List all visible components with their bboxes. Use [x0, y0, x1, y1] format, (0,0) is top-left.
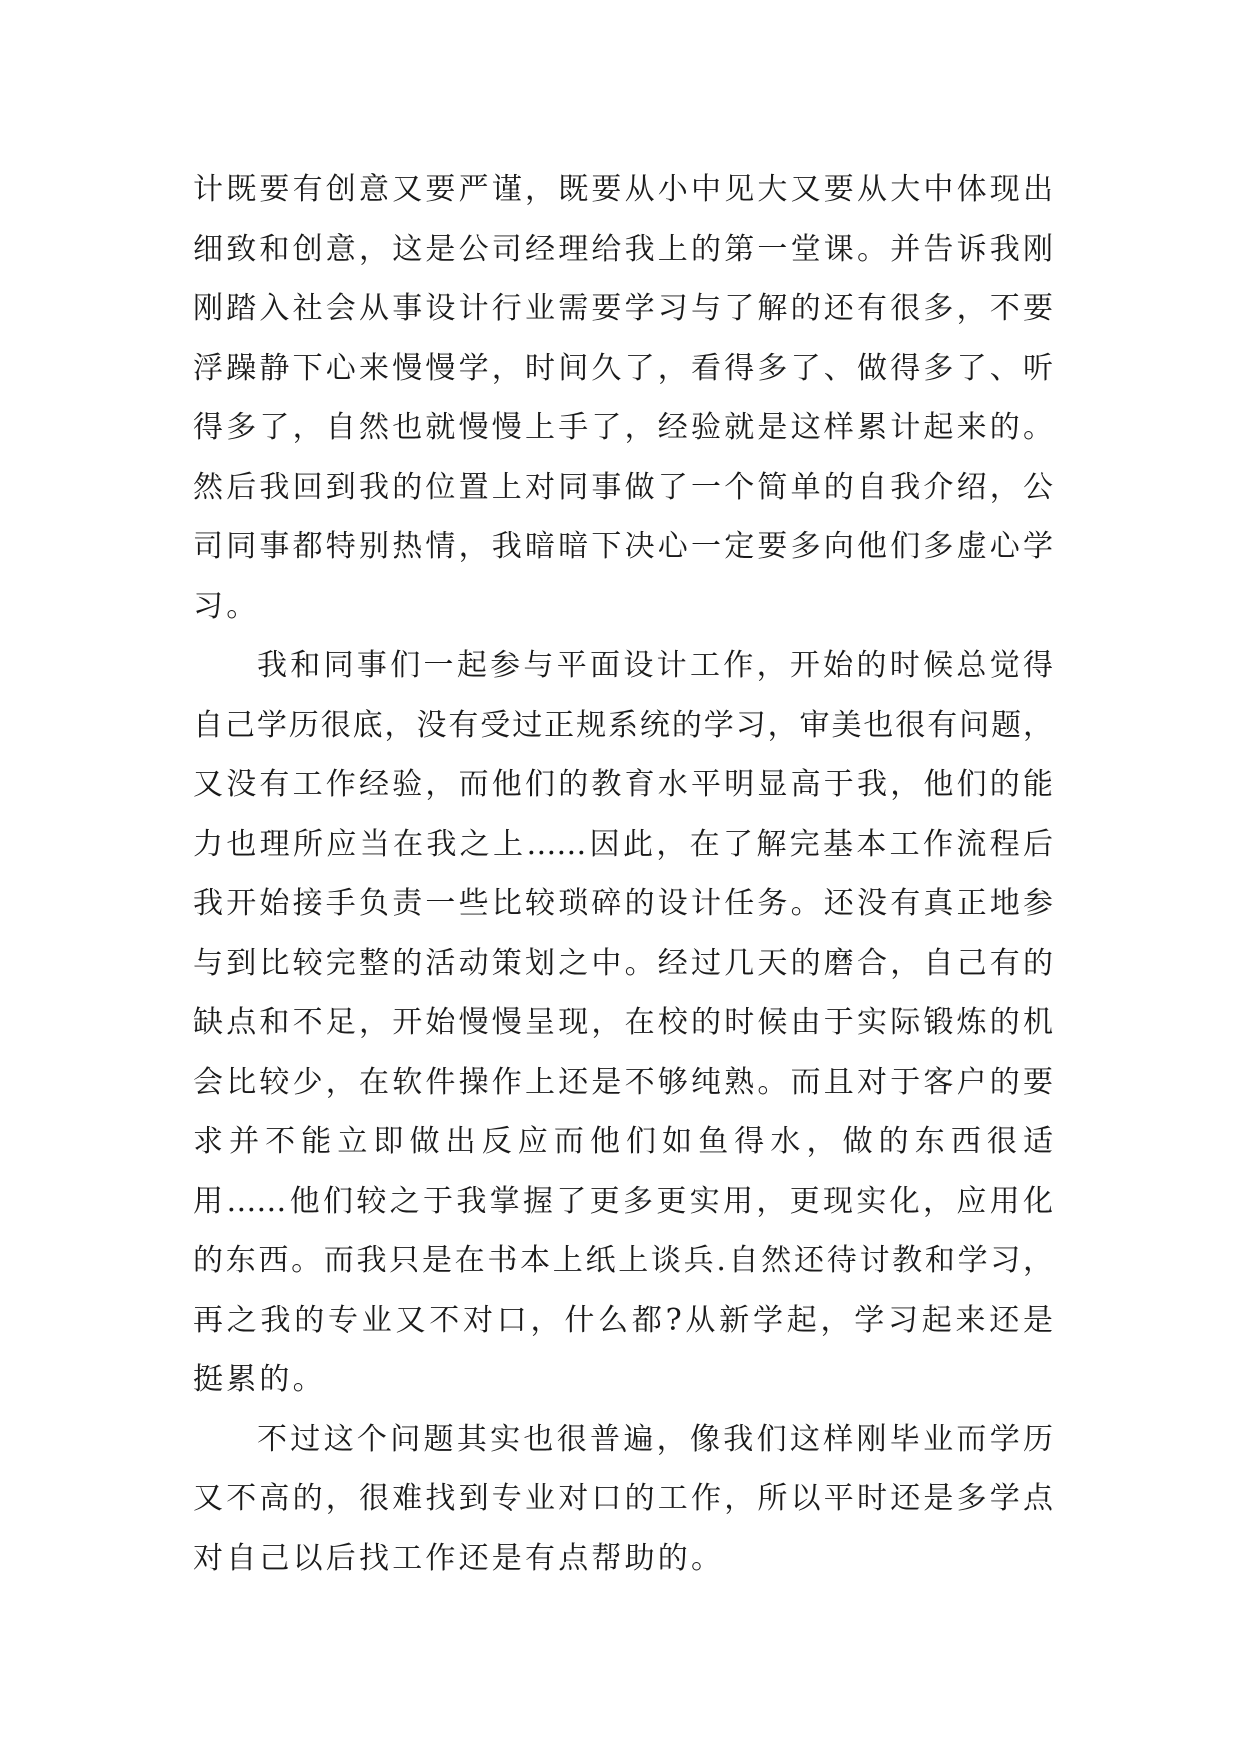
text-line: 我开始接手负责一些比较琐碎的设计任务。还没有真正地参	[193, 886, 1053, 921]
text-line: 我和同事们一起参与平面设计工作，开始的时候总觉得	[257, 648, 1053, 683]
text-line: 刚踏入社会从事设计行业需要学习与了解的还有很多，不要	[193, 291, 1053, 326]
text-line: 再之我的专业又不对口，什么都?从新学起，学习起来还是	[193, 1302, 1053, 1338]
document-body	[193, 160, 1053, 1588]
text-line: 求并不能立即做出反应而他们如鱼得水，做的东西很适	[193, 1124, 1053, 1159]
paragraph-2	[193, 636, 1053, 1410]
text-line: 又没有工作经验，而他们的教育水平明显高于我，他们的能	[193, 767, 1053, 802]
text-line: 司同事都特别热情，我暗暗下决心一定要多向他们多虚心学	[193, 529, 1053, 564]
text-line: 挺累的。	[193, 1362, 326, 1397]
text-line: 习。	[193, 588, 260, 624]
paragraph-1	[193, 160, 1053, 636]
text-line: 会比较少，在软件操作上还是不够纯熟。而且对于客户的要	[193, 1064, 1053, 1100]
text-line: 的东西。而我只是在书本上纸上谈兵.自然还待讨教和学习，	[193, 1243, 1053, 1278]
text-line: 不过这个问题其实也很普遍，像我们这样刚毕业而学历	[257, 1421, 1053, 1457]
text-line: 然后我回到我的位置上对同事做了一个简单的自我介绍，公	[193, 469, 1053, 505]
paragraph-3	[193, 1410, 1053, 1589]
text-line: 浮躁静下心来慢慢学，时间久了，看得多了、做得多了、听	[193, 350, 1053, 386]
text-line: 用……他们较之于我掌握了更多更实用，更现实化，应用化	[193, 1183, 1053, 1219]
text-line: 计既要有创意又要严谨，既要从小中见大又要从大中体现出	[193, 172, 1053, 207]
text-line: 对自己以后找工作还是有点帮助的。	[193, 1540, 725, 1576]
text-line: 与到比较完整的活动策划之中。经过几天的磨合，自己有的	[193, 945, 1053, 981]
text-line: 又不高的，很难找到专业对口的工作，所以平时还是多学点	[193, 1481, 1053, 1516]
text-line: 力也理所应当在我之上……因此，在了解完基本工作流程后	[193, 826, 1053, 862]
text-line: 细致和创意，这是公司经理给我上的第一堂课。并告诉我刚	[193, 231, 1053, 267]
text-line: 自己学历很底，没有受过正规系统的学习，审美也很有问题，	[193, 707, 1053, 743]
text-line: 缺点和不足，开始慢慢呈现，在校的时候由于实际锻炼的机	[193, 1005, 1053, 1040]
text-line: 得多了，自然也就慢慢上手了，经验就是这样累计起来的。	[193, 410, 1053, 445]
